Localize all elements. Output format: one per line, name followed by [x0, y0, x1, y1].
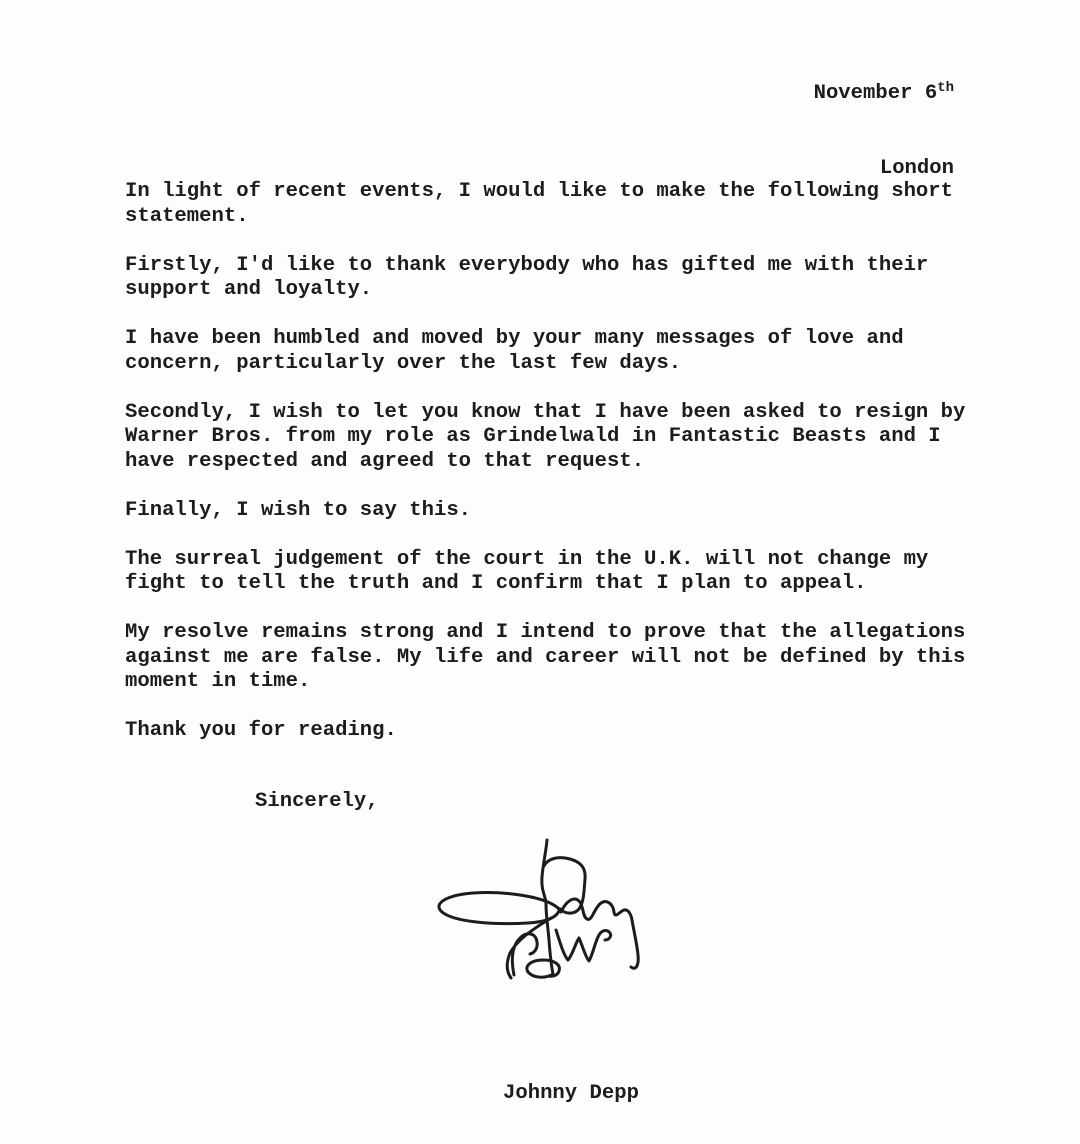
letter-line: Firstly, I'd like to thank everybody who has gifted me with their [125, 253, 929, 277]
date-text: November 6 [813, 82, 938, 105]
letter-line: statement. [125, 204, 249, 228]
paragraph [125, 499, 965, 524]
date-line [814, 81, 954, 106]
location-line: London [879, 157, 954, 180]
letter-line: My resolve remains strong and I intend to prove that the allegations [125, 621, 966, 644]
signoff-name: Johnny Depp [503, 1082, 639, 1105]
letter-line: The surreal judgement of the court in the U.K. will not change my [125, 547, 929, 571]
paragraph [125, 327, 965, 376]
paragraph [125, 719, 965, 744]
closing-salutation: Sincerely, [255, 789, 379, 813]
paragraph [125, 621, 965, 695]
letter-line: have respected and agreed to that request. [125, 449, 645, 473]
letter-line: against me are false. My life and career will not be defined by this [125, 645, 966, 669]
letter-line: Finally, I wish to say this. [125, 498, 472, 522]
letter-line: support and loyalty. [125, 278, 373, 301]
letter-line: Thank you for reading. [125, 719, 397, 742]
letter-line: concern, particularly over the last few days. [125, 351, 682, 375]
letter-line: fight to tell the truth and I confirm that I plan to appeal. [125, 572, 867, 595]
letter-line: Warner Bros. from my role as Grindelwald in Fantastic Beasts and I [125, 425, 941, 448]
letter-body [125, 180, 965, 814]
letter-line: Secondly, I wish to let you know that I have been asked to resign by [125, 400, 966, 424]
letter-line: moment in time. [125, 670, 311, 693]
paragraph [125, 548, 965, 597]
paragraph [125, 180, 965, 229]
handwritten-signature-icon [433, 832, 663, 992]
paragraph [125, 254, 965, 303]
paragraph [125, 401, 965, 475]
date-ordinal-suffix: th [937, 80, 954, 96]
letter-line: I have been humbled and moved by your many messages of love and [125, 327, 904, 350]
letter-line: In light of recent events, I would like to make the following short [125, 180, 954, 203]
